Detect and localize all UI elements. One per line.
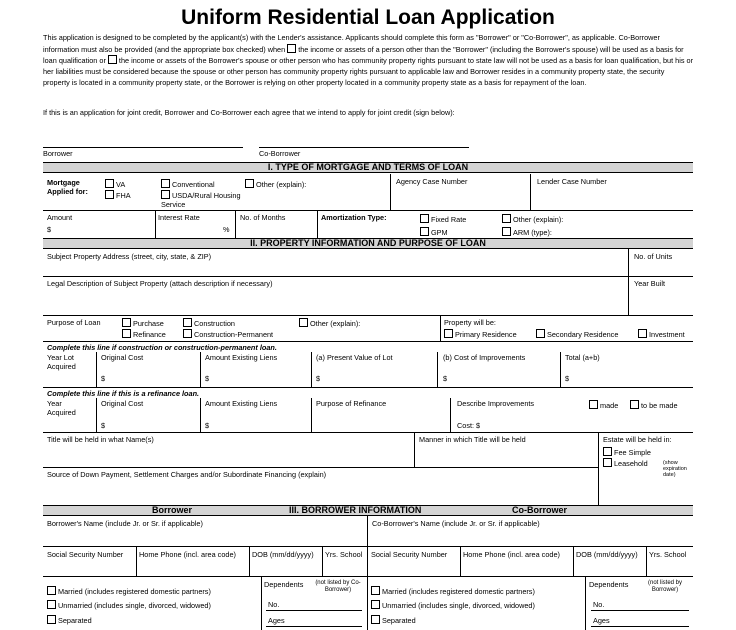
source-down-payment-label: Source of Down Payment, Settlement Charges and/or Subordinate Financing (explain) (47, 470, 327, 479)
arm-checkbox[interactable] (502, 227, 511, 236)
intro-text-1: This application is designed to be completed by the applicant(s) with the Lender's assistance. Applicants should complete this form as "Borrower" or "Co-Borrower", as applicable. Co-Borrower information must also be provided (and the appropriate box checked) when (43, 33, 660, 54)
borrower-dependents-label: Dependents (264, 580, 304, 589)
co-borrower-dependents-ages: Ages (593, 616, 610, 625)
borrower-ssn-label: Social Security Number (47, 550, 124, 559)
other-mortgage-option[interactable]: Other (explain): (245, 179, 306, 189)
borrower-unmarried-option[interactable]: Unmarried (includes single, divorced, widowed) (47, 600, 211, 610)
borrower-separated-checkbox[interactable] (47, 615, 56, 624)
co-borrower-spouse-checkbox[interactable] (108, 55, 117, 64)
refinance-note: Complete this line if this is a refinance loan. (47, 389, 200, 398)
amount-dollar: $ (47, 225, 52, 234)
property-will-be-label: Property will be: (444, 318, 496, 327)
fee-simple-checkbox[interactable] (603, 447, 612, 456)
fha-option[interactable]: FHA (105, 190, 131, 200)
construction-option[interactable]: Construction (183, 318, 235, 328)
year-built-label: Year Built (634, 279, 665, 288)
other-amort-option[interactable]: Other (explain): (502, 214, 563, 224)
amount-label: Amount (47, 213, 73, 222)
construction-note: Complete this line if construction or construction-permanent loan. (47, 343, 277, 352)
va-option[interactable]: VA (105, 179, 125, 189)
co-borrower-name-label: Co-Borrower's Name (include Jr. or Sr. if applicable) (372, 519, 540, 528)
joint-credit-text: If this is an application for joint credit, Borrower and Co-Borrower each agree that we intend to apply for joint credit (sign below): (43, 108, 455, 117)
title-names-label: Title will be held in what Name(s) (47, 435, 154, 444)
purchase-checkbox[interactable] (122, 318, 131, 327)
borrower-separated-option[interactable]: Separated (47, 615, 92, 625)
borrower-dependents-ages: Ages (268, 616, 285, 625)
usda-option[interactable]: USDA/Rural Housing Service (161, 191, 241, 209)
co-borrower-separated-option[interactable]: Separated (371, 615, 416, 625)
co-borrower-dependents-label: Dependents (589, 580, 629, 589)
leasehold-note: (show expiration date) (663, 460, 687, 478)
co-borrower-dependents-note: (not listed by Borrower) (647, 580, 683, 593)
refi-original-cost-label: Original Cost (101, 399, 144, 408)
intro-text-3: the income or assets of the Borrower's spouse or other person who has community property rights pursuant to state law will not be used as a basis for loan qualification, but his or her liabilities must be considered because the spouse or other person has community property rights pursuant to applicable law and Borrower resides in a community property state, the security property is located in a community property state, or the Borrower is relying on other property located in a community property state as a basis for repayment of the loan. (43, 56, 694, 87)
original-cost-label: Original Cost (101, 353, 144, 362)
intro-text-2: the income or assets of a person other than the "Borrower" (including the Borrower's spouse) will be used as a basis for loan qualification or (43, 44, 684, 66)
year-acquired-label: Year Acquired (47, 399, 76, 417)
total-label: Total (a+b) (565, 353, 600, 362)
estate-label: Estate will be held in: (603, 435, 672, 444)
present-value-dollar: $ (316, 374, 321, 383)
describe-improvements-label: Describe Improvements (457, 399, 535, 408)
agency-case-number-label: Agency Case Number (396, 177, 468, 186)
borrower-dependents-note: (not listed by Co-Borrower) (315, 580, 361, 593)
fee-simple-option[interactable]: Fee Simple (603, 447, 651, 457)
gpm-option[interactable]: GPM (420, 227, 448, 237)
interest-rate-label: Interest Rate (158, 213, 200, 222)
fha-checkbox[interactable] (105, 190, 114, 199)
co-borrower-married-checkbox[interactable] (371, 586, 380, 595)
borrower-married-option[interactable]: Married (includes registered domestic partners) (47, 586, 211, 596)
primary-residence-checkbox[interactable] (444, 329, 453, 338)
purchase-option[interactable]: Purchase (122, 318, 164, 328)
secondary-residence-option[interactable]: Secondary Residence (536, 329, 618, 339)
existing-liens-label: Amount Existing Liens (205, 353, 278, 362)
borrower-name-label: Borrower's Name (include Jr. or Sr. if applicable) (47, 519, 203, 528)
borrower-dob-label: DOB (mm/dd/yyyy) (252, 550, 314, 559)
fixed-rate-option[interactable]: Fixed Rate (420, 214, 466, 224)
co-borrower-dependents-no: No. (593, 600, 605, 609)
present-value-label: (a) Present Value of Lot (316, 353, 393, 362)
va-checkbox[interactable] (105, 179, 114, 188)
refi-existing-liens-dollar: $ (205, 421, 210, 430)
year-lot-acquired-label: Year Lot Acquired (47, 353, 76, 371)
construction-checkbox[interactable] (183, 318, 192, 327)
borrower-signature-line[interactable] (43, 147, 243, 148)
refinance-checkbox[interactable] (122, 329, 131, 338)
co-borrower-income-checkbox[interactable] (287, 44, 296, 53)
gpm-checkbox[interactable] (420, 227, 429, 236)
refi-original-cost-dollar: $ (101, 421, 106, 430)
refinance-option[interactable]: Refinance (122, 329, 166, 339)
usda-checkbox[interactable] (161, 190, 170, 199)
lender-case-number-label: Lender Case Number (537, 177, 607, 186)
legal-description-label: Legal Description of Subject Property (attach description if necessary) (47, 279, 273, 288)
arm-option[interactable]: ARM (type): (502, 227, 552, 237)
to-be-made-option[interactable]: to be made (630, 400, 678, 410)
to-be-made-checkbox[interactable] (630, 400, 639, 409)
intro-paragraph (43, 33, 693, 89)
investment-option[interactable]: Investment (638, 329, 685, 339)
refi-existing-liens-label: Amount Existing Liens (205, 399, 278, 408)
cost-improvements-label: (b) Cost of Improvements (443, 353, 526, 362)
section1-header: I. TYPE OF MORTGAGE AND TERMS OF LOAN (43, 162, 693, 173)
no-of-months-label: No. of Months (240, 213, 286, 222)
leasehold-option[interactable]: Leasehold (603, 458, 648, 468)
co-borrower-separated-checkbox[interactable] (371, 615, 380, 624)
amortization-type-label: Amortization Type: (321, 213, 387, 222)
co-borrower-unmarried-checkbox[interactable] (371, 600, 380, 609)
no-of-units-label: No. of Units (634, 252, 673, 261)
co-borrower-home-phone-label: Home Phone (incl. area code) (463, 550, 560, 559)
conventional-checkbox[interactable] (161, 179, 170, 188)
other-purpose-option[interactable]: Other (explain): (299, 318, 360, 328)
co-borrower-ssn-label: Social Security Number (371, 550, 448, 559)
purpose-of-loan-label: Purpose of Loan (47, 318, 101, 327)
form-title: Uniform Residential Loan Application (181, 6, 555, 29)
section3-co-borrower-heading: Co-Borrower (512, 505, 568, 515)
section2-header: II. PROPERTY INFORMATION AND PURPOSE OF LOAN (43, 238, 693, 249)
co-borrower-married-option[interactable]: Married (includes registered domestic partners) (371, 586, 535, 596)
purpose-of-refinance-label: Purpose of Refinance (316, 399, 387, 408)
co-borrower-yrs-school-label: Yrs. School (649, 550, 687, 559)
existing-liens-dollar: $ (205, 374, 210, 383)
other-amort-checkbox[interactable] (502, 214, 511, 223)
construction-permanent-option[interactable]: Construction-Permanent (183, 329, 273, 339)
co-borrower-dob-label: DOB (mm/dd/yyyy) (576, 550, 638, 559)
other-mortgage-checkbox[interactable] (245, 179, 254, 188)
leasehold-checkbox[interactable] (603, 458, 612, 467)
conventional-option[interactable]: Conventional (161, 179, 215, 189)
borrower-dependents-no: No. (268, 600, 280, 609)
investment-checkbox[interactable] (638, 329, 647, 338)
title-manner-label: Manner in which Title will be held (419, 435, 526, 444)
improvements-cost-label: Cost: $ (457, 421, 481, 430)
co-borrower-unmarried-option[interactable]: Unmarried (includes single, divorced, widowed) (371, 600, 535, 610)
construction-permanent-checkbox[interactable] (183, 329, 192, 338)
borrower-unmarried-checkbox[interactable] (47, 600, 56, 609)
borrower-signature-label: Borrower (43, 149, 73, 158)
other-purpose-checkbox[interactable] (299, 318, 308, 327)
fixed-rate-checkbox[interactable] (420, 214, 429, 223)
co-borrower-signature-line[interactable] (259, 147, 469, 148)
total-dollar: $ (565, 374, 570, 383)
secondary-residence-checkbox[interactable] (536, 329, 545, 338)
subject-address-label: Subject Property Address (street, city, state, & ZIP) (47, 252, 212, 261)
co-borrower-signature-label: Co-Borrower (259, 149, 301, 158)
borrower-married-checkbox[interactable] (47, 586, 56, 595)
cost-improvements-dollar: $ (443, 374, 448, 383)
borrower-home-phone-label: Home Phone (incl. area code) (139, 550, 236, 559)
made-checkbox[interactable] (589, 400, 598, 409)
primary-residence-option[interactable]: Primary Residence (444, 329, 517, 339)
made-option[interactable]: made (589, 400, 618, 410)
mortgage-applied-for-label: Mortgage Applied for: (47, 178, 88, 196)
section3-header: III. BORROWER INFORMATION (289, 505, 422, 515)
borrower-yrs-school-label: Yrs. School (325, 550, 363, 559)
original-cost-dollar: $ (101, 374, 106, 383)
section3-borrower-heading: Borrower (152, 505, 193, 515)
interest-rate-percent: % (223, 225, 230, 234)
